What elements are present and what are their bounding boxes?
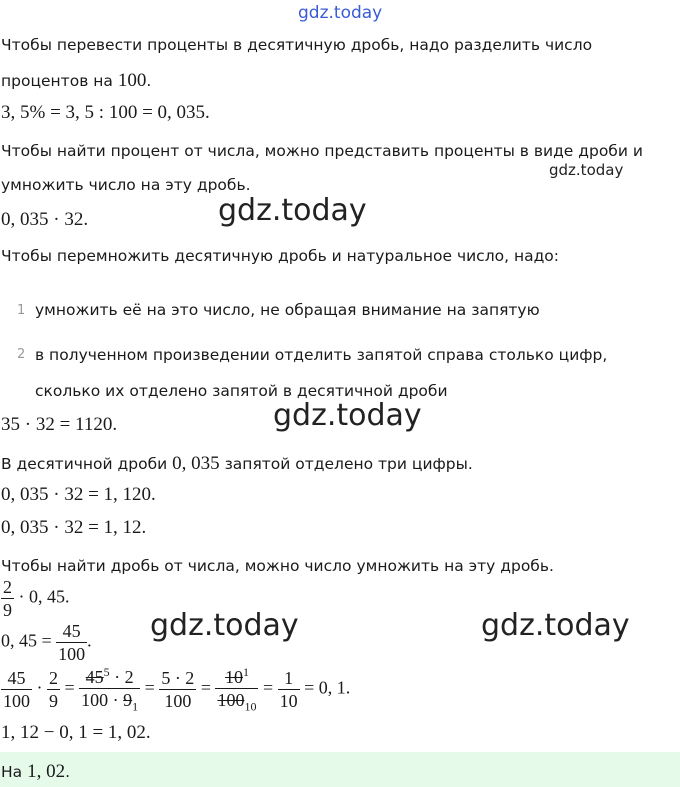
answer-value: 1, 02 xyxy=(27,761,66,782)
math-line-2: 0, 035 · 32. xyxy=(1,209,89,230)
text-line-6-number: 0, 035 xyxy=(172,453,220,474)
fraction-c: $\frac{45^5 \cdot 2}{100 \cdot 9_1}$ xyxy=(81,665,139,714)
fraction-45-100: $\frac{45}{100}$ xyxy=(58,621,86,664)
math-line-9: 1, 12 − 0, 1 = 1, 02. xyxy=(1,722,151,743)
math-line-7-lhs: 0, 45 = xyxy=(1,630,52,651)
step-2-text-b: сколько их отделено запятой в десятичной дроби xyxy=(35,382,448,400)
math-line-6-rest: · 0, 45. xyxy=(18,586,70,607)
math-line-6 xyxy=(1,578,70,619)
watermark-1: gdz.today xyxy=(218,193,367,228)
text-line-2 xyxy=(1,70,151,92)
step-2-text-a: в полученном произведении отделить запятой справа столько цифр, xyxy=(35,346,608,364)
fraction-a: $\frac{45}{100}$ xyxy=(3,667,30,711)
watermark-4: gdz.today xyxy=(481,608,630,643)
fraction-2-9: $\frac{2}{9}$ xyxy=(3,577,12,620)
watermark-3: gdz.today xyxy=(150,608,299,643)
watermark-small: gdz.today xyxy=(549,161,624,179)
text-line-2-end: . xyxy=(146,72,152,90)
text-line-6-a: В десятичной дроби xyxy=(1,455,173,473)
answer-line xyxy=(1,761,70,783)
text-line-2-number: 100 xyxy=(117,70,147,91)
step-1-number: 1 xyxy=(17,303,26,318)
math-line-8-tail: = 0, 1. xyxy=(304,677,351,698)
watermark-top: gdz.today xyxy=(298,3,383,23)
math-line-7 xyxy=(1,622,92,663)
text-line-6 xyxy=(1,453,473,475)
answer-bar xyxy=(0,752,680,787)
text-line-6-c: запятой отделено три цифры. xyxy=(219,455,473,473)
text-line-3: Чтобы найти процент от числа, можно представить проценты в виде дроби и xyxy=(1,142,643,160)
math-line-5: 0, 035 · 32 = 1, 12. xyxy=(1,517,147,538)
step-1-text: умножить её на это число, не обращая внимание на запятую xyxy=(35,301,540,319)
fraction-d: $\frac{5 \cdot 2}{100}$ xyxy=(161,667,195,711)
step-2-number: 2 xyxy=(17,347,26,362)
text-line-7: Чтобы найти дробь от числа, можно число умножить на эту дробь. xyxy=(1,557,554,575)
answer-end: . xyxy=(65,763,71,781)
answer-prefix: На xyxy=(1,763,28,781)
math-line-4: 0, 035 · 32 = 1, 120. xyxy=(1,484,156,505)
math-line-7-end: . xyxy=(87,630,92,651)
math-line-8: $\frac{45}{100}$ · $\frac{2}{9}$ = $\frac{45^5 \cdot 2}{100 \cdot 9_1}$ = $\frac{5 \cdot 2}{100}$ = $\frac{10^1}{100_{10}}$ = $\frac{1}{10}$ = 0, 1. xyxy=(3,665,351,714)
fraction-e: $\frac{10^1}{100_{10}}$ xyxy=(217,665,257,714)
fraction-f: $\frac{1}{10}$ xyxy=(279,667,298,711)
text-line-5: Чтобы перемножить десятичную дробь и натуральное число, надо: xyxy=(1,247,559,265)
text-line-2-a: процентов на xyxy=(1,72,118,90)
text-line-4: умножить число на эту дробь. xyxy=(1,176,251,194)
math-line-1: 3, 5% = 3, 5 : 100 = 0, 035. xyxy=(1,102,210,123)
text-line-1: Чтобы перевести проценты в десятичную дробь, надо разделить число xyxy=(1,36,593,54)
math-line-3: 35 · 32 = 1120. xyxy=(1,414,118,435)
fraction-b: $\frac{2}{9}$ xyxy=(49,667,58,711)
watermark-2: gdz.today xyxy=(273,398,422,433)
